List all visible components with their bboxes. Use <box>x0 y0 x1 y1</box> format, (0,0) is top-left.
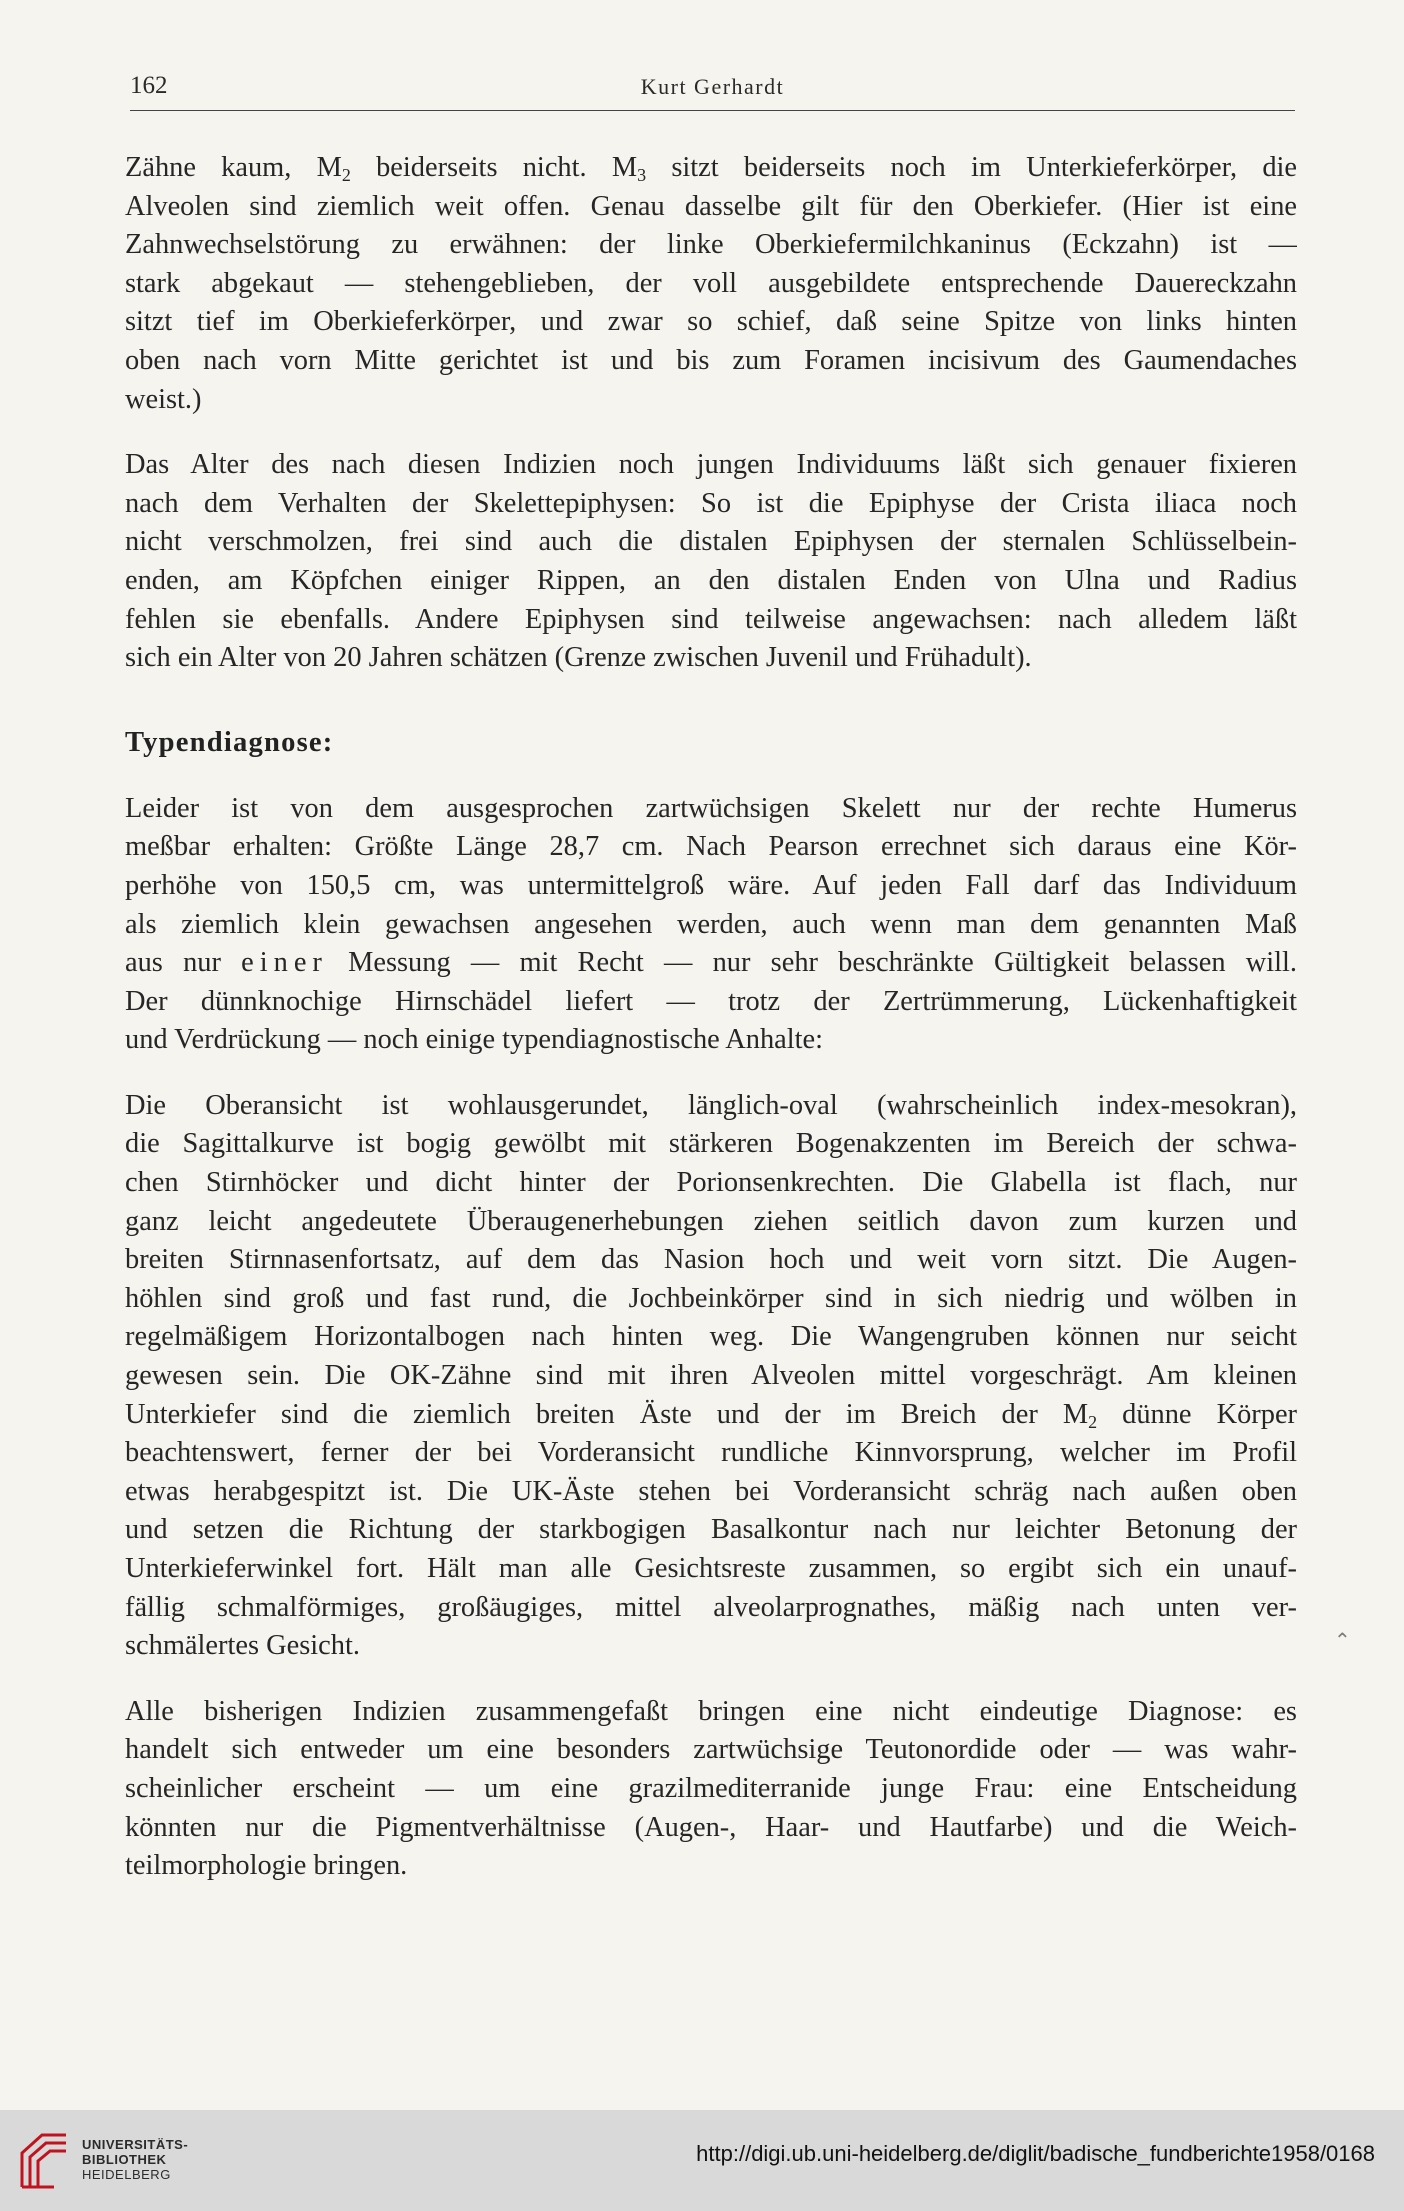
paragraph-diagnosis <box>125 1693 1297 1886</box>
text-line: höhlen sind groß und fast rund, die Jochbeinkörper sind in sich niedrig und wölben in <box>125 1282 1297 1314</box>
paragraph-skull <box>125 1087 1297 1666</box>
text-line: sich ein Alter von 20 Jahren schätzen (Grenze zwischen Juvenil und Frühadult). <box>125 642 1032 674</box>
paragraph-teeth <box>125 149 1297 419</box>
text-line: fehlen sie ebenfalls. Andere Epiphysen sind teilweise angewachsen: nach alledem läßt <box>125 603 1297 635</box>
text-line: oben nach vorn Mitte gerichtet ist und bis zum Foramen incisivum des Gaumendaches <box>125 344 1297 376</box>
text-line: meßbar erhalten: Größte Länge 28,7 cm. Nach Pearson errechnet sich daraus eine Kör- <box>125 831 1297 863</box>
text-line: regelmäßigem Horizontalbogen nach hinten weg. Die Wangengruben können nur seicht <box>125 1321 1297 1353</box>
spaced-emphasis: einer <box>241 947 328 979</box>
text-line: Unterkieferwinkel fort. Hält man alle Gesichtsreste zusammen, so ergibt sich ein unauf- <box>125 1553 1297 1584</box>
text-line: enden, am Köpfchen einiger Rippen, an den distalen Enden von Ulna und Radius <box>125 564 1297 596</box>
text-line: chen Stirnhöcker und dicht hinter der Porionsenkrechten. Die Glabella ist flach, nur <box>125 1167 1297 1199</box>
text-line: Leider ist von dem ausgesprochen zartwüchsigen Skelett nur der rechte Humerus <box>125 792 1297 824</box>
text-line: Alveolen sind ziemlich weit offen. Genau dasselbe gilt für den Oberkiefer. (Hier ist eine <box>125 190 1297 222</box>
text-line: als ziemlich klein gewachsen angesehen werden, auch wenn man dem genannten Maß <box>125 908 1297 940</box>
text-line: gewesen sein. Die OK-Zähne sind mit ihren Alveolen mittel vorgeschrägt. Am kleinen <box>125 1360 1297 1392</box>
paragraph-humerus <box>125 790 1297 1060</box>
paragraph-age <box>125 446 1297 678</box>
article-body <box>125 149 1297 1886</box>
running-head: Kurt Gerhardt <box>640 74 785 99</box>
text-line: sitzt tief im Oberkieferkörper, und zwar so schief, daß seine Spitze von links hinten <box>125 306 1297 338</box>
library-name: UNIVERSITÄTS- BIBLIOTHEK HEIDELBERG <box>82 2137 189 2182</box>
text-line: Das Alter des nach diesen Indizien noch jungen Individuums läßt sich genauer fixieren <box>125 449 1297 481</box>
text-line: fällig schmalförmiges, großäugiges, mittel alveolarprognathes, mäßig nach unten ver- <box>125 1591 1297 1623</box>
text-line: könnten nur die Pigmentverhältnisse (Augen-, Haar- und Hautfarbe) und die Weich- <box>125 1811 1297 1843</box>
text-line: perhöhe von 150,5 cm, was untermittelgroß wäre. Auf jeden Fall darf das Individuum <box>125 869 1297 901</box>
text-line: die Sagittalkurve ist bogig gewölbt mit stärkeren Bogenakzenten im Bereich der schwa- <box>125 1128 1297 1160</box>
text-line: ganz leicht angedeutete Überaugenerhebungen ziehen seitlich davon zum kurzen und <box>125 1205 1297 1237</box>
text-line: handelt sich entweder um eine besonders zartwüchsige Teutonordide oder — was wahr- <box>125 1734 1297 1766</box>
source-url-link[interactable]: http://digi.ub.uni-heidelberg.de/diglit/badische_fundberichte1958/0168 <box>696 2141 1375 2166</box>
text-line: Unterkiefer sind die ziemlich breiten Äste und der im Breich der $M_2$ dünne Körper <box>125 1398 1297 1432</box>
footer-bar <box>0 2110 1404 2211</box>
text-line: weist.) <box>125 383 202 415</box>
text-line: breiten Stirnnasenfortsatz, auf dem das Nasion hoch und weit vorn sitzt. Die Augen- <box>125 1244 1297 1276</box>
text-line: beachtenswert, ferner der bei Vorderansicht rundliche Kinnvorsprung, welcher im Profil <box>125 1437 1297 1469</box>
text-line: etwas herabgespitzt ist. Die UK-Äste stehen bei Vorderansicht schräg nach außen oben <box>125 1475 1297 1507</box>
text-line: und Verdrückung — noch einige typendiagnostische Anhalte: <box>125 1024 824 1056</box>
text-line: Die Oberansicht ist wohlausgerundet, länglich-oval (wahrscheinlich index-mesokran), <box>125 1089 1297 1121</box>
text-line: nicht verschmolzen, frei sind auch die distalen Epiphysen der sternalen Schlüsselbein- <box>125 526 1297 558</box>
text-line: teilmorphologie bringen. <box>125 1850 408 1882</box>
text-line: schmälertes Gesicht. <box>125 1630 360 1662</box>
text-line: aus nur einer Messung — mit Recht — nur sehr beschränkte Gültigkeit belassen will. <box>125 947 1297 979</box>
page-number: 162 <box>130 72 168 99</box>
page-header <box>130 70 1295 111</box>
text-line: stark abgekaut — stehengeblieben, der voll ausgebildete entsprechende Dauereckzahn <box>125 267 1297 299</box>
text-line: Der dünnknochige Hirnschädel liefert — trotz der Zertrümmerung, Lückenhaftigkeit <box>125 985 1297 1017</box>
text-line: Zähne kaum, $M_2$ beiderseits nicht. $M_3$ sitzt beiderseits noch im Unterkieferkörper, die <box>125 152 1297 185</box>
ub-heidelberg-logo-icon <box>14 2125 74 2195</box>
text-line: nach dem Verhalten der Skelettepiphysen: So ist die Epiphyse der Crista iliaca noch <box>125 487 1297 519</box>
text-line: Zahnwechselstörung zu erwähnen: der linke Oberkiefermilchkaninus (Eckzahn) ist — <box>125 229 1297 261</box>
section-heading: Typendiagnose: <box>125 726 334 758</box>
margin-mark: ⌃ <box>1334 1628 1351 1652</box>
text-line: Alle bisherigen Indizien zusammengefaßt bringen eine nicht eindeutige Diagnose: es <box>125 1695 1297 1727</box>
text-line: scheinlicher erscheint — um eine grazilmediterranide junge Frau: eine Entscheidung <box>125 1772 1297 1804</box>
text-line: und setzen die Richtung der starkbogigen Basalkontur nach nur leichter Betonung der <box>125 1514 1297 1546</box>
